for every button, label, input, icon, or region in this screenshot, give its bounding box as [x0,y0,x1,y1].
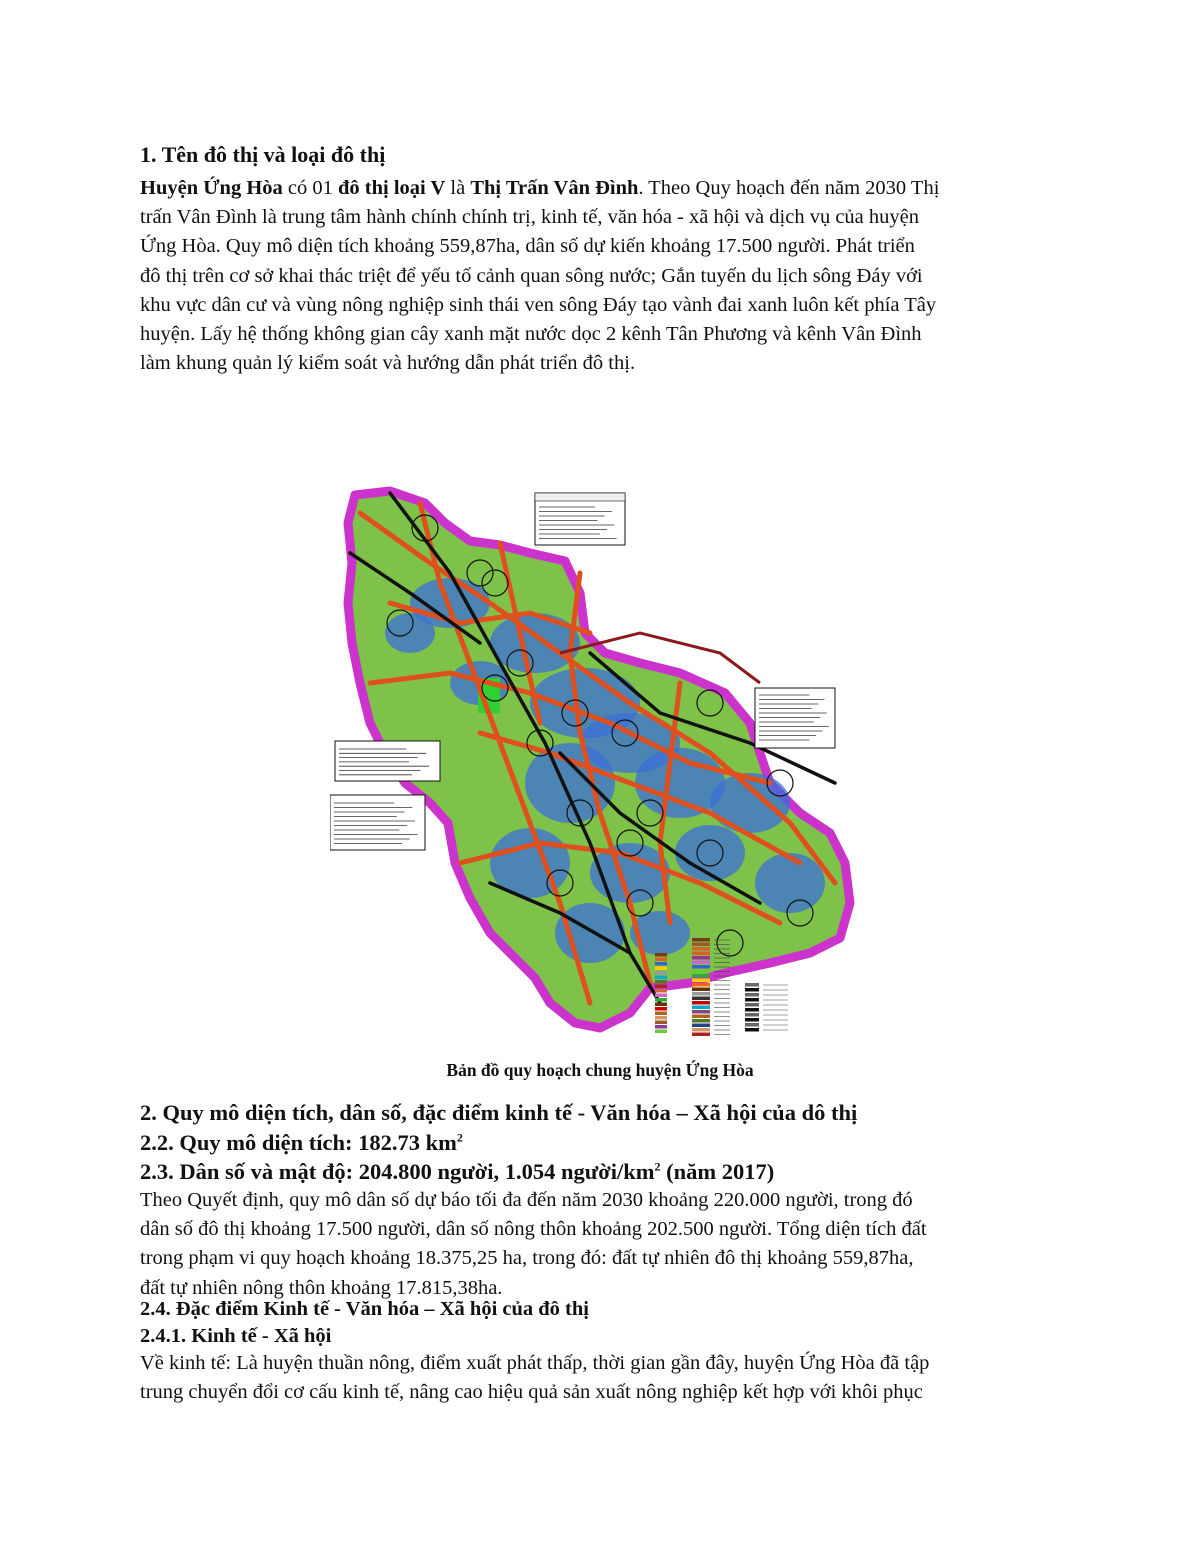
section-2-4-1-paragraph [140,1349,1065,1407]
legend-swatch [655,967,667,971]
legend-swatch [692,1001,710,1005]
paragraph-line: đất tự nhiên nông thôn khoảng 17.815,38ha. [140,1276,503,1299]
legend-swatch [745,1013,759,1017]
section-1-heading: 1. Tên đô thị và loại đô thị [140,142,386,167]
text-run: có 01 [282,177,338,199]
figure-caption: Bản đồ quy hoạch chung huyện Ứng Hòa [446,1060,754,1080]
legend-swatch [692,947,710,951]
bold-run: Thị Trấn Vân Đình [470,177,639,199]
legend-swatch [692,1015,710,1019]
section-2-3-text-b: (năm 2017) [660,1159,775,1184]
legend-swatch [655,985,667,989]
legend-swatch [745,1028,759,1032]
bold-run: đô thị loại V [338,177,446,199]
section-2-3-paragraph [140,1186,1065,1303]
paragraph-line [140,232,1065,261]
legend-swatch [692,1019,710,1023]
legend-swatch [745,998,759,1002]
legend-swatch [692,1006,710,1010]
legend-swatch [692,965,710,969]
text-run: huyện. Lấy hệ thống không gian cây xanh mặt nước dọc 2 kênh Tân Phương và kênh Vân Đình [140,323,922,346]
paragraph-line [140,320,1065,349]
legend-swatch [692,956,710,960]
paragraph-line [140,174,1065,203]
paragraph-line: Về kinh tế: Là huyện thuần nông, điểm xuất phát thấp, thời gian gần đây, huyện Ứng Hòa đã tập [140,1352,930,1374]
legend-swatch [655,1012,667,1016]
legend-swatch [692,970,710,974]
legend-swatch [692,1024,710,1028]
legend-swatch [692,992,710,996]
paragraph-line: dân số đô thị khoảng 17.500 người, dân số nông thôn khoảng 202.500 người. Tổng diện tích đất [140,1218,927,1241]
section-2-2-text: 2.2. Quy mô diện tích: 182.73 km [140,1130,457,1155]
legend-swatch [745,1023,759,1027]
legend-swatch [655,976,667,980]
paragraph-line [140,262,1065,291]
legend-swatch [692,997,710,1001]
legend-swatch [692,1033,710,1037]
legend-swatch [655,962,667,966]
legend-swatch [745,988,759,992]
paragraph-line [140,203,1065,232]
legend-swatch [655,1003,667,1007]
paragraph-line: trong phạm vi quy hoạch khoảng 18.375,25 ha, trong đó: đất tự nhiên đô thị khoảng 559,87ha, [140,1247,914,1270]
section-2-3-heading [140,1157,774,1187]
section-2-heading: 2. Quy mô diện tích, dân số, đặc điểm kinh tế - Văn hóa – Xã hội của dô thị [140,1100,858,1125]
map-note-box-left-2 [330,795,425,850]
paragraph-line: Theo Quyết định, quy mô dân số dự báo tối đa đến năm 2030 khoảng 220.000 người, trong đó [140,1189,913,1211]
legend-swatch [655,971,667,975]
map-note-box-top [535,493,625,545]
legend-swatch [655,980,667,984]
legend-swatch [655,989,667,993]
text-run: đô thị trên cơ sở khai thác triệt để yếu tố cảnh quan sông nước; Gắn tuyến du lịch sông Đáy với [140,264,923,287]
text-run: làm khung quản lý kiểm soát và hướng dẫn phát triển đô thị. [140,352,636,375]
legend-swatch [692,943,710,947]
legend-swatch [655,1025,667,1029]
legend-swatch [655,994,667,998]
legend-swatch [692,983,710,987]
text-run: . Theo Quy hoạch đến năm 2030 Thị [638,177,940,199]
legend-swatch [745,1018,759,1022]
legend-swatch [655,958,667,962]
legend-swatch [692,961,710,965]
legend-swatch [745,1008,759,1012]
paragraph-line: trung chuyển đổi cơ cấu kinh tế, nâng cao hiệu quả sản xuất nông nghiệp kết hợp với khôi phục [140,1381,923,1404]
paragraph-line [140,291,1065,320]
legend-swatch [692,938,710,942]
legend-swatch [655,1016,667,1020]
text-run: là [445,177,471,199]
legend-swatch [692,1010,710,1014]
section-2-2-heading [140,1128,463,1158]
legend-swatch [692,952,710,956]
legend-swatch [655,953,667,957]
section-2-4-1-heading: 2.4.1. Kinh tế - Xã hội [140,1325,332,1347]
legend-swatch [655,1030,667,1034]
planning-map-image [330,483,865,1043]
section-2-3-text-a: 2.3. Dân số và mật độ: 204.800 người, 1.054 người/km [140,1159,655,1184]
legend-swatch [692,1028,710,1032]
urban-zone [710,773,790,833]
legend-swatch [745,983,759,987]
text-run: khu vực dân cư và vùng nông nghiệp sinh thái ven sông Đáy tạo vành đai xanh luôn kết phía Tây [140,293,937,316]
legend-swatch [745,993,759,997]
paragraph-line [140,349,1065,378]
map-note-box-left-1 [335,741,440,781]
text-run: Ứng Hòa. Quy mô diện tích khoảng 559,87ha, dân số dự kiến khoảng 17.500 người. Phát triển [140,235,915,258]
planning-map-figure [330,483,865,1043]
section-2-2-sup: 2 [456,1130,463,1145]
legend-swatch [692,974,710,978]
text-run: trấn Vân Đình là trung tâm hành chính chính trị, kinh tế, văn hóa - xã hội và dịch vụ của huyện [140,206,919,229]
section-1-paragraph [140,174,1065,378]
map-note-box-right [755,688,835,748]
legend-swatch [655,1007,667,1011]
section-2-3-sup: 2 [654,1159,661,1174]
urban-zone [490,613,580,673]
legend-swatch [655,998,667,1002]
section-2-4-heading: 2.4. Đặc điểm Kinh tế - Văn hóa – Xã hội của đô thị [140,1298,589,1320]
legend-swatch [692,979,710,983]
legend-swatch [692,988,710,992]
legend-swatch [745,1003,759,1007]
legend-swatch [655,1021,667,1025]
bold-run: Huyện Ứng Hòa [140,177,283,199]
